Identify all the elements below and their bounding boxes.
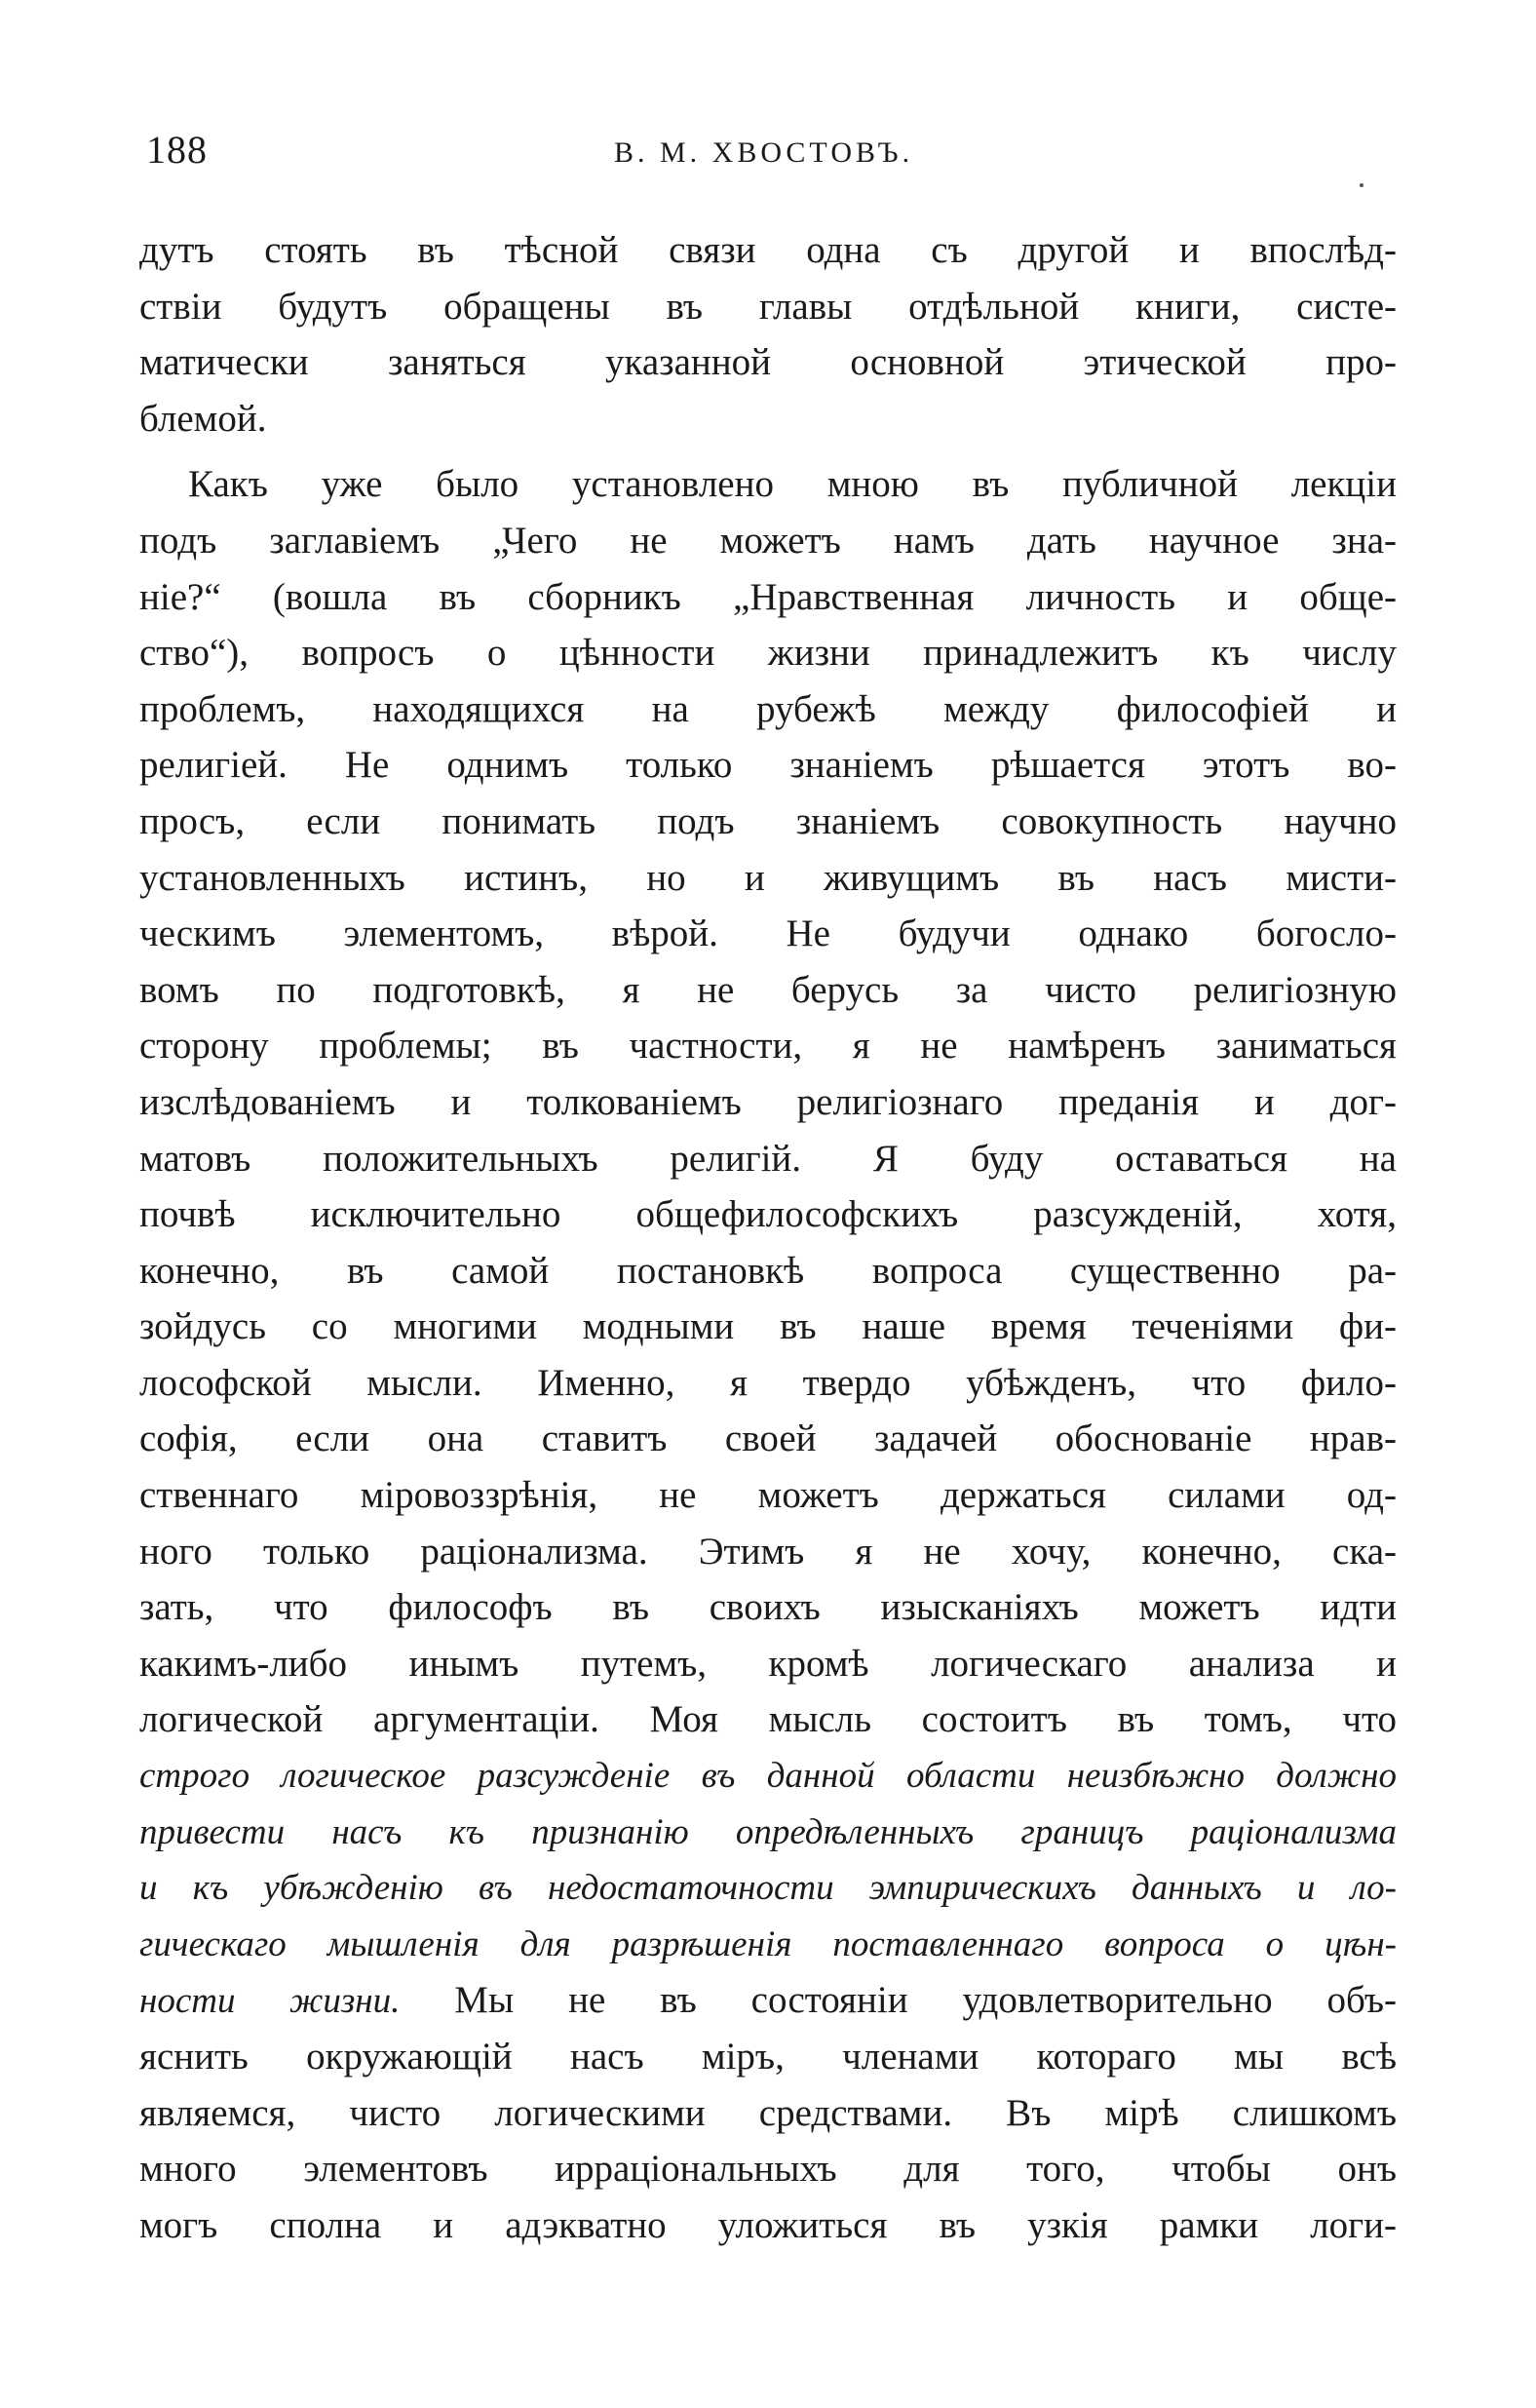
text-line: просъ, если понимать подъ знаніемъ совокупность научно [139, 799, 1397, 842]
text-line: могъ сполна и адэкватно уложиться въ узкія рамки логи- [139, 2203, 1397, 2246]
running-head: В. М. ХВОСТОВЪ. [614, 136, 914, 169]
italic-text-line: гическаго мышленія для разрѣшенія поставленнаго вопроса о цѣн- [139, 1923, 1397, 1964]
text-line: ческимъ элементомъ, вѣрой. Не будучи однако богосло- [139, 913, 1397, 955]
text-line: изслѣдованіемъ и толкованіемъ религіознаго преданія и дог- [139, 1080, 1397, 1123]
print-speck [1360, 183, 1363, 187]
text-line: зать, что философъ въ своихъ изысканіяхъ можетъ идти [139, 1586, 1397, 1629]
text-line: яснить окружающій насъ міръ, членами котораго мы всѣ [139, 2036, 1397, 2078]
italic-text-line: строго логическое разсужденіе въ данной области неизбѣжно должно [139, 1756, 1397, 1797]
text-line: матовъ положительныхъ религій. Я буду оставаться на [139, 1137, 1397, 1180]
text-line: ственнаго міровоззрѣнія, не можетъ держаться силами од- [139, 1474, 1397, 1517]
mixed-text-line [139, 1972, 1397, 2029]
text-line: ного только раціонализма. Этимъ я не хочу, конечно, ска- [139, 1530, 1397, 1573]
page-number: 188 [146, 128, 208, 172]
text-line: являемся, чисто логическими средствами. Въ мірѣ слишкомъ [139, 2091, 1397, 2134]
text-line: матически заняться указанной основной этической про- [139, 341, 1397, 384]
normal-fragment: Мы не въ состояніи удовлетворительно объ- [400, 1979, 1397, 2022]
italic-text-line: и къ убѣжденію въ недостаточности эмпирическихъ данныхъ и ло- [139, 1868, 1397, 1909]
text-line: много элементовъ ирраціональныхъ для того, чтобы онъ [139, 2148, 1397, 2191]
text-line: софія, если она ставитъ своей задачей обоснованіе нрав- [139, 1418, 1397, 1460]
text-line: ство“), вопросъ о цѣнности жизни принадлежитъ къ числу [139, 632, 1397, 675]
text-line: блемой. [139, 397, 267, 440]
text-line: ніе?“ (вошла въ сборникъ „Нравственная личность и обще- [139, 575, 1397, 618]
italic-fragment: ности жизни. [139, 1981, 401, 2022]
body-text [139, 222, 1397, 2253]
page-header [136, 127, 1394, 185]
text-line: лософской мысли. Именно, я твердо убѣжденъ, что фило- [139, 1361, 1397, 1404]
text-line: вомъ по подготовкѣ, я не берусь за чисто религіозную [139, 968, 1397, 1011]
text-line: ствіи будутъ обращены въ главы отдѣльной книги, систе- [139, 285, 1397, 328]
text-line: религіей. Не однимъ только знаніемъ рѣшается этотъ во- [139, 744, 1397, 787]
text-line: дутъ стоять въ тѣсной связи одна съ другой и впослѣд- [139, 229, 1397, 271]
text-line: какимъ-либо инымъ путемъ, кромѣ логическаго анализа и [139, 1642, 1397, 1685]
text-line: сторону проблемы; въ частности, я не намѣренъ заниматься [139, 1025, 1397, 1068]
text-line: зойдусь со многими модными въ наше время теченіями фи- [139, 1305, 1397, 1348]
paragraph-gap [139, 447, 1397, 456]
text-line: конечно, въ самой постановкѣ вопроса существенно ра- [139, 1249, 1397, 1292]
text-line: логической аргументаціи. Моя мысль состоитъ въ томъ, что [139, 1698, 1397, 1741]
italic-text-line: привести насъ къ признанію опредѣленныхъ границъ раціонализма [139, 1811, 1397, 1852]
text-line: почвѣ исключительно общефилософскихъ разсужденій, хотя, [139, 1193, 1397, 1236]
text-line: подъ заглавіемъ „Чего не можетъ намъ дать научное зна- [139, 519, 1397, 562]
text-line: установленныхъ истинъ, но и живущимъ въ насъ мисти- [139, 856, 1397, 899]
text-line: Какъ уже было установлено мною въ публичной лекціи [188, 463, 1397, 506]
text-line: проблемъ, находящихся на рубежѣ между философіей и [139, 687, 1397, 730]
